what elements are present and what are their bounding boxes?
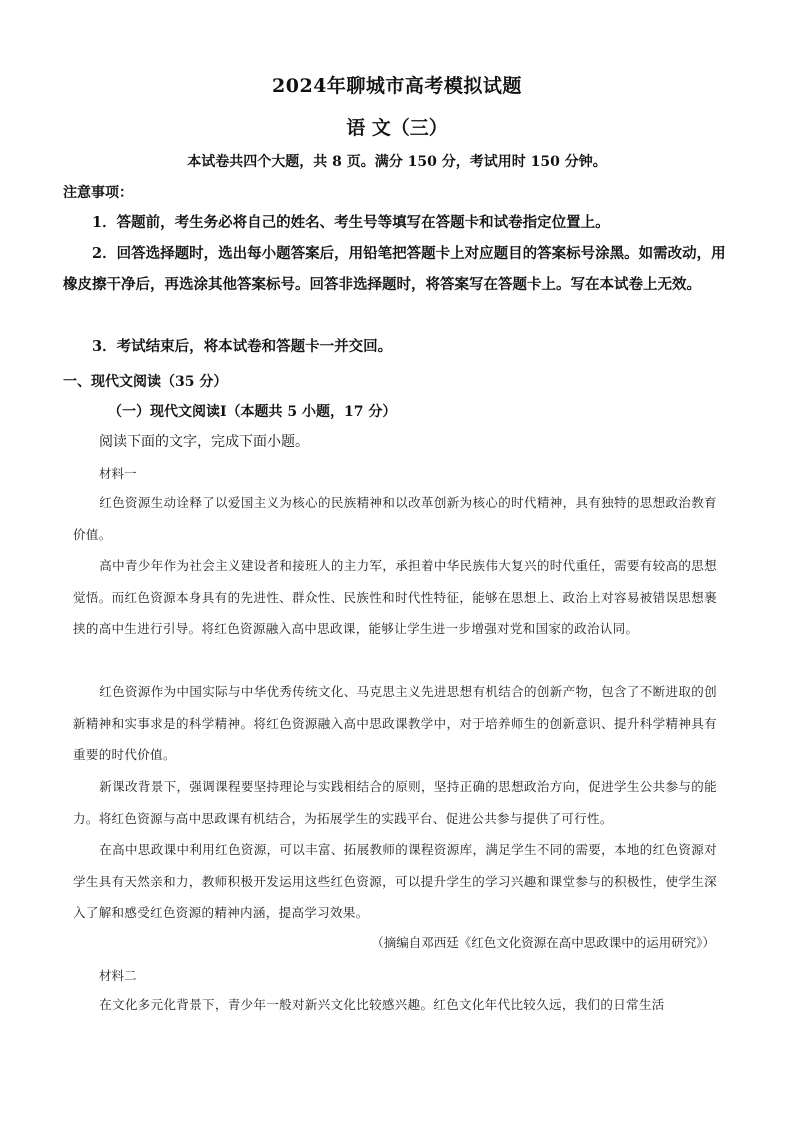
material-paragraph: 红色资源生动诠释了以爱国主义为核心的民族精神和以改革创新为核心的时代精神，具有独特的思想政治教育价值。 [73, 495, 717, 542]
note-item: 3．考试结束后，将本试卷和答题卡一并交回。 [92, 338, 393, 355]
material-label: 材料二 [99, 968, 137, 983]
section-title: 一、现代文阅读（35 分） [63, 374, 228, 390]
notes-heading: 注意事项： [63, 185, 133, 201]
reading-instruction: 阅读下面的文字，完成下面小题。 [99, 434, 309, 450]
exam-title: 2024年聊城市高考模拟试题 [272, 75, 522, 97]
exam-summary: 本试卷共四个大题，共 8 页。满分 150 分，考试用时 150 分钟。 [187, 154, 607, 170]
material-source: （摘编自邓西廷《红色文化资源在高中思政课中的运用研究》） [371, 935, 715, 950]
material-paragraph: 在高中思政课中利用红色资源，可以丰富、拓展教师的课程资源库，满足学生不同的需要，本地的红色资源对学生具有天然亲和力，教师积极开发运用这些红色资源，可以提升学生的学习兴趣和课堂参与的积极性，使学生深入了解和感受红色资源的精神内涵，提高学习效果。 [73, 842, 717, 920]
subsection-title: （一）现代文阅读Ⅰ（本题共 5 小题，17 分） [108, 404, 397, 420]
material-paragraph: 在文化多元化背景下，青少年一般对新兴文化比较感兴趣。红色文化年代比较久远，我们的日常生活 [99, 997, 665, 1012]
material-paragraph: 红色资源作为中国实际与中华优秀传统文化、马克思主义先进思想有机结合的创新产物，包含了不断进取的创新精神和实事求是的科学精神。将红色资源融入高中思政课教学中，对于培养师生的创新意识、提升科学精神具有重要的时代价值。 [73, 684, 717, 762]
material-label: 材料一 [99, 466, 137, 481]
material-paragraph: 高中青少年作为社会主义建设者和接班人的主力军，承担着中华民族伟大复兴的时代重任，需要有较高的思想觉悟。而红色资源本身具有的先进性、群众性、民族性和时代性特征，能够在思想上、政治上对容易被错误思想裹挟的高中生进行引导。将红色资源融入高中思政课，能够让学生进一步增强对党和国家的政治认同。 [73, 558, 717, 636]
exam-subtitle: 语 文（三） [346, 117, 448, 139]
note-item: 2．回答选择题时，选出每小题答案后，用铅笔把答题卡上对应题目的答案标号涂黑。如需改动，用橡皮擦干净后，再选涂其他答案标号。回答非选择题时，将答案写在答题卡上。写在本试卷上无效。 [63, 245, 726, 293]
material-paragraph: 新课改背景下，强调课程要坚持理论与实践相结合的原则，坚持正确的思想政治方向，促进学生公共参与的能力。将红色资源与高中思政课有机结合，为拓展学生的实践平台、促进公共参与提供了可行性。 [73, 779, 717, 826]
note-item: 1．答题前，考生务必将自己的姓名、考生号等填写在答题卡和试卷指定位置上。 [92, 214, 610, 231]
